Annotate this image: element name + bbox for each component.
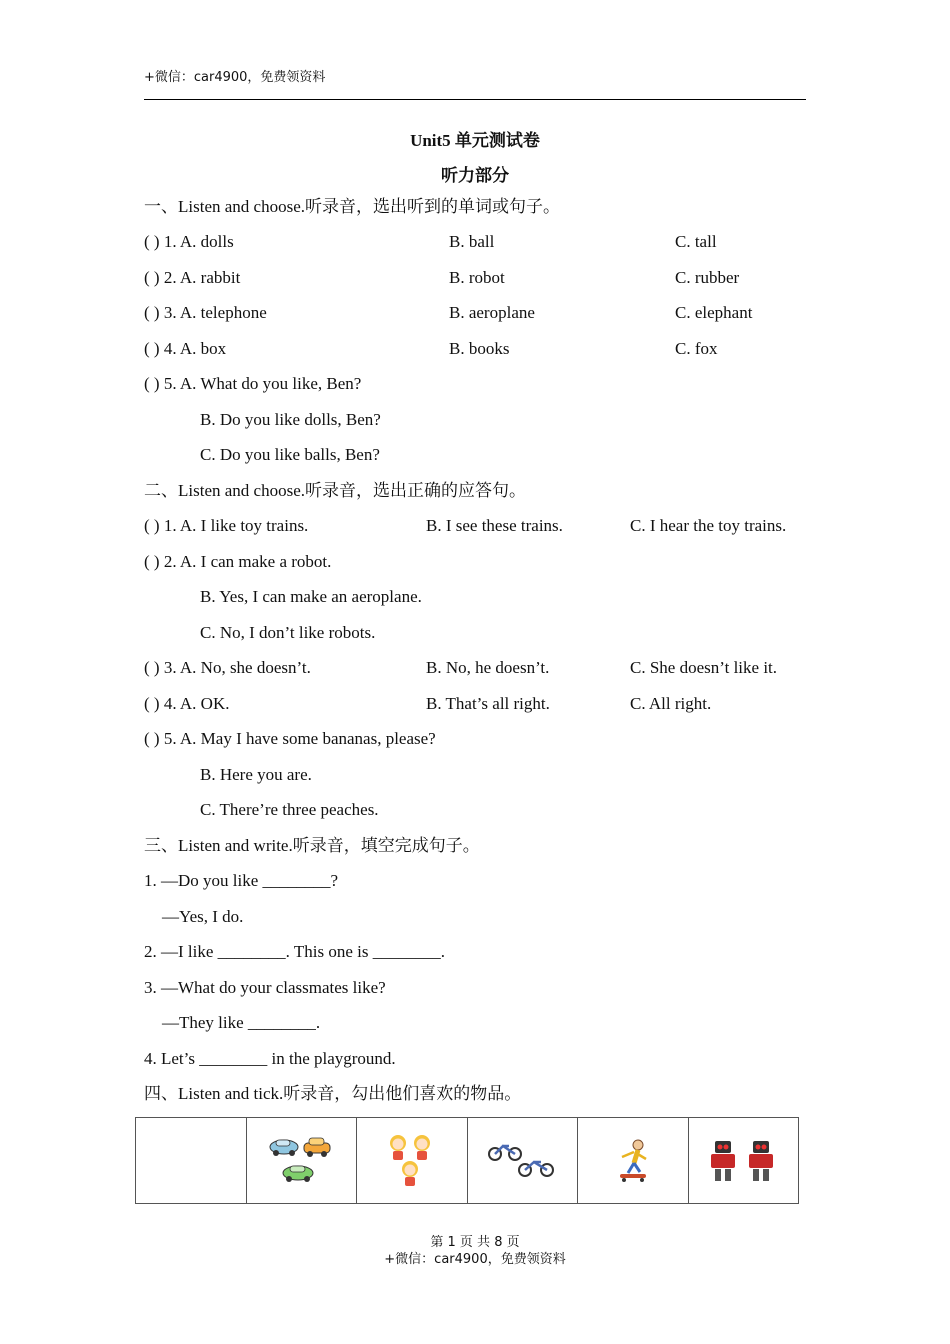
tick-table-row	[136, 1118, 799, 1204]
s2-q3-b: B. No, he doesn’t.	[426, 658, 550, 677]
s1-q1-b: B. ball	[449, 232, 495, 251]
s1-q1-c: C. tall	[675, 232, 717, 251]
s2-q2-b: B. Yes, I can make an aeroplane.	[200, 587, 422, 606]
section3-heading: 三、Listen and write.听录音，填空完成句子。	[144, 836, 480, 855]
s2-q2-a: ( ) 2. A. I can make a robot.	[144, 552, 332, 571]
s3-line2: —Yes, I do.	[162, 907, 244, 926]
s1-q1-a: ( ) 1. A. dolls	[144, 232, 234, 251]
s2-q4-a: ( ) 4. A. OK.	[144, 694, 230, 713]
s1-q4-a: ( ) 4. A. box	[144, 339, 227, 358]
section2-heading: 二、Listen and choose.听录音，选出正确的应答句。	[144, 481, 526, 500]
s1-q3-a: ( ) 3. A. telephone	[144, 303, 267, 322]
s2-q5-c: C. There’re three peaches.	[200, 800, 379, 819]
page-title: Unit5 单元测试卷	[410, 131, 540, 150]
tick-cell-robots[interactable]	[688, 1118, 799, 1204]
s2-q1-b: B. I see these trains.	[426, 516, 563, 535]
bicycles-icon	[487, 1138, 557, 1184]
dolls-icon	[384, 1131, 440, 1191]
s2-q5-a: ( ) 5. A. May I have some bananas, please?	[144, 729, 436, 748]
tick-cell-dolls[interactable]	[357, 1118, 468, 1204]
tick-name-cell[interactable]	[136, 1118, 247, 1204]
robots-icon	[707, 1139, 779, 1183]
s1-q2-b: B. robot	[449, 268, 505, 287]
s2-q2-c: C. No, I don’t like robots.	[200, 623, 376, 642]
s3-line3: 2. —I like ________. This one is ________.	[144, 942, 445, 961]
s2-q3-c: C. She doesn’t like it.	[630, 658, 778, 677]
s1-q3-c: C. elephant	[675, 303, 753, 322]
s2-q3-a: ( ) 3. A. No, she doesn’t.	[144, 658, 311, 677]
s1-q3-b: B. aeroplane	[449, 303, 535, 322]
footer-page-number: 第 1 页 共 8 页	[430, 1235, 520, 1250]
tick-table	[135, 1117, 799, 1204]
tick-cell-bicycles[interactable]	[467, 1118, 578, 1204]
toy-cars-icon	[266, 1133, 336, 1189]
s1-q5-c: C. Do you like balls, Ben?	[200, 445, 380, 464]
page-subtitle: 听力部分	[441, 166, 509, 185]
s3-line5: —They like ________.	[162, 1013, 321, 1032]
s1-q5-b: B. Do you like dolls, Ben?	[200, 410, 381, 429]
section1-heading: 一、Listen and choose.听录音，选出听到的单词或句子。	[144, 197, 560, 216]
header-rule	[144, 99, 806, 100]
s1-q2-a: ( ) 2. A. rabbit	[144, 268, 241, 287]
s1-q4-b: B. books	[449, 339, 510, 358]
s2-q1-c: C. I hear the toy trains.	[630, 516, 787, 535]
s2-q4-c: C. All right.	[630, 694, 712, 713]
footer-note: +微信：car4900，免费领资料	[384, 1252, 566, 1267]
s1-q4-c: C. fox	[675, 339, 718, 358]
s1-q5-a: ( ) 5. A. What do you like, Ben?	[144, 374, 362, 393]
s2-q1-a: ( ) 1. A. I like toy trains.	[144, 516, 309, 535]
s1-q2-c: C. rubber	[675, 268, 740, 287]
s3-line6: 4. Let’s ________ in the playground.	[144, 1049, 396, 1068]
s3-line1: 1. —Do you like ________?	[144, 871, 339, 890]
header-note: +微信：car4900，免费领资料	[144, 70, 326, 85]
tick-cell-toy-cars[interactable]	[246, 1118, 357, 1204]
s3-line4: 3. —What do your classmates like?	[144, 978, 386, 997]
s2-q5-b: B. Here you are.	[200, 765, 312, 784]
skateboard-boy-icon	[608, 1137, 658, 1185]
section4-heading: 四、Listen and tick.听录音，勾出他们喜欢的物品。	[144, 1084, 522, 1103]
tick-cell-skateboard[interactable]	[578, 1118, 689, 1204]
s2-q4-b: B. That’s all right.	[426, 694, 550, 713]
